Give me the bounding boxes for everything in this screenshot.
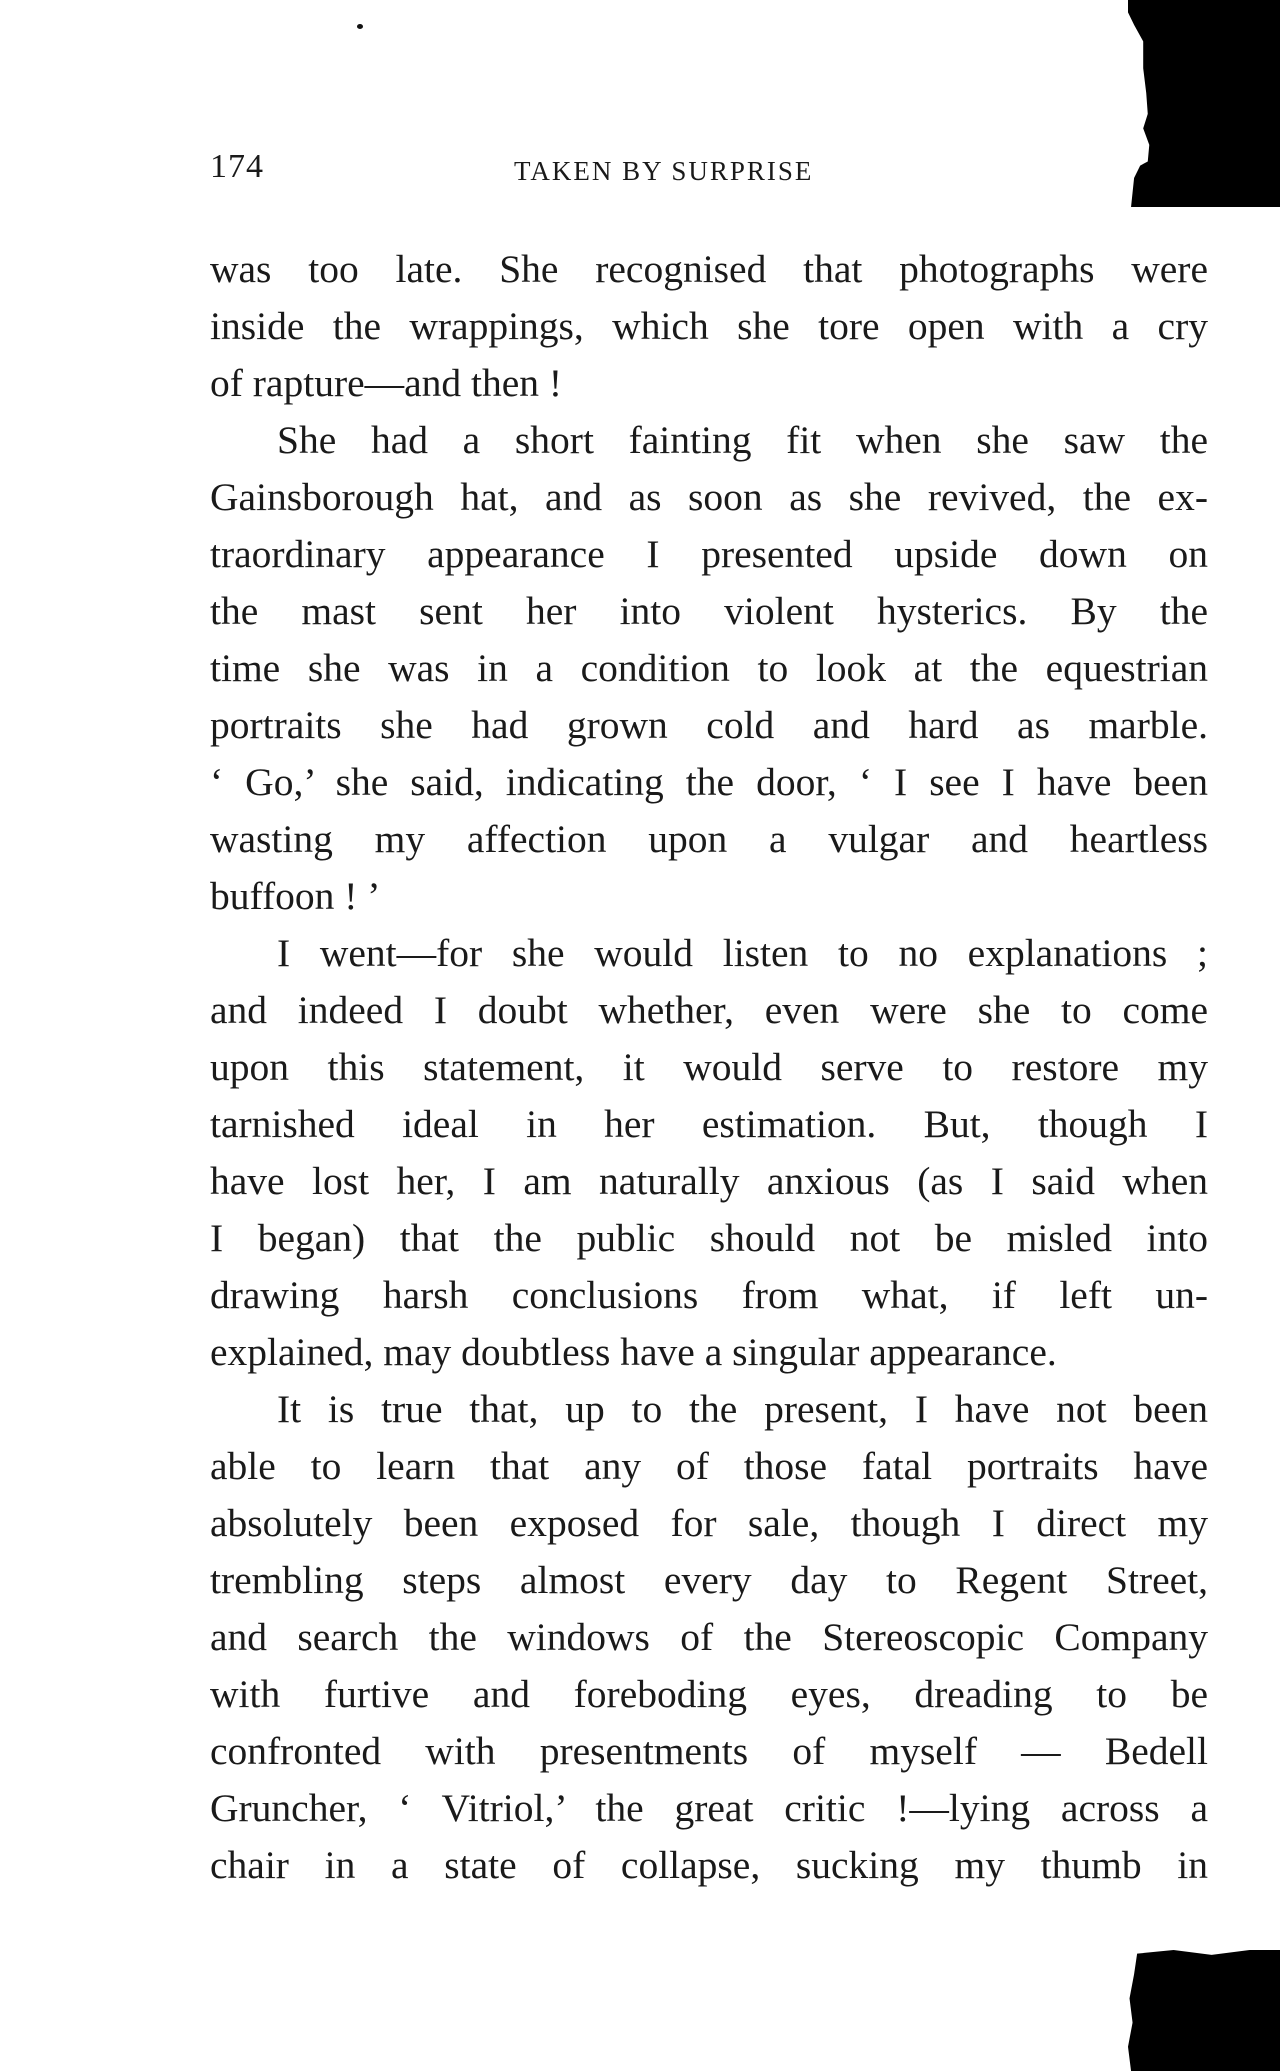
running-title: TAKEN BY SURPRISE xyxy=(514,156,814,186)
text-line: Gainsborough hat, and as soon as she revived, the ex- xyxy=(210,475,1208,519)
text-line: chair in a state of collapse, sucking my thumb in xyxy=(210,1843,1208,1887)
text-line: portraits she had grown cold and hard as marble. xyxy=(210,703,1208,747)
text-line: I went—for she would listen to no explanations ; xyxy=(277,931,1208,975)
text-line: wasting my affection upon a vulgar and heartless xyxy=(210,817,1208,861)
text-line: confronted with presentments of myself — Bedell xyxy=(210,1729,1208,1773)
ink-speck xyxy=(357,24,363,29)
page-number: 174 xyxy=(210,148,264,185)
text-line: able to learn that any of those fatal portraits have xyxy=(210,1444,1208,1488)
text-line: inside the wrappings, which she tore open with a cry xyxy=(210,304,1208,348)
text-line: of rapture—and then ! xyxy=(210,361,563,405)
text-line: the mast sent her into violent hysterics. By the xyxy=(210,589,1208,633)
text-line: drawing harsh conclusions from what, if left un- xyxy=(210,1273,1208,1317)
text-line: It is true that, up to the present, I have not been xyxy=(277,1387,1208,1431)
text-line: was too late. She recognised that photographs were xyxy=(210,247,1208,291)
text-line: She had a short fainting fit when she saw the xyxy=(277,418,1208,462)
text-line: traordinary appearance I presented upside down on xyxy=(210,532,1208,576)
text-line: I began) that the public should not be misled into xyxy=(210,1216,1208,1260)
text-line: absolutely been exposed for sale, though I direct my xyxy=(210,1501,1208,1545)
text-line: with furtive and foreboding eyes, dreading to be xyxy=(210,1672,1208,1716)
scan-edge-top xyxy=(1128,0,1280,207)
text-line: time she was in a condition to look at the equestrian xyxy=(210,646,1208,690)
scan-edge-bottom xyxy=(1128,1950,1280,2071)
text-line: Gruncher, ‘ Vitriol,’ the great critic !—lying across a xyxy=(210,1786,1208,1830)
text-line: tarnished ideal in her estimation. But, though I xyxy=(210,1102,1208,1146)
text-line: upon this statement, it would serve to restore my xyxy=(210,1045,1208,1089)
running-header xyxy=(210,148,1010,198)
text-line: ‘ Go,’ she said, indicating the door, ‘ I see I have been xyxy=(210,760,1208,804)
text-line: and search the windows of the Stereoscopic Company xyxy=(210,1615,1208,1659)
text-line: and indeed I doubt whether, even were she to come xyxy=(210,988,1208,1032)
text-line: buffoon ! ’ xyxy=(210,874,381,918)
text-line: trembling steps almost every day to Regent Street, xyxy=(210,1558,1208,1602)
text-line: have lost her, I am naturally anxious (as I said when xyxy=(210,1159,1208,1203)
body-text xyxy=(210,241,1208,1894)
text-line: explained, may doubtless have a singular appearance. xyxy=(210,1330,1057,1374)
